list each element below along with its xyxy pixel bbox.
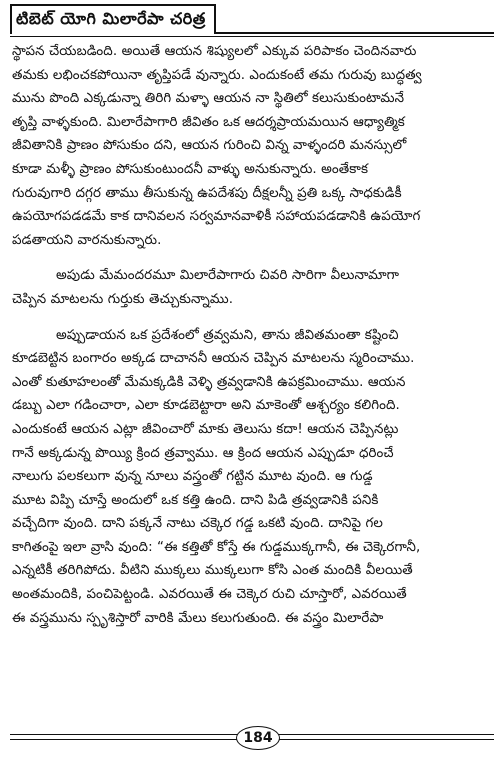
text-line: నాలుగు పలకలుగా వున్న నూలు వస్త్రంతో గట్టిన మూట వుంది. ఆ గుడ్డ <box>12 469 373 485</box>
page-footer <box>10 720 494 756</box>
text-line: తమకు లభించకపోయినా తృప్తిపడే వున్నారు. ఎందుకంటే తమ గురువు బుద్ధత్వ <box>12 67 422 83</box>
text-line: కాగితంపై ఇలా వ్రాసి వుంది: “ఈ కత్తితో కోస్తే ఈ గుడ్డముక్కగానీ, ఈ చెక్కెరగానీ, <box>12 539 421 555</box>
text-line: ఈ వస్త్రమును స్పృశిస్తారో వారికి మేలు కలుగుతుంది. ఈ వస్త్రం మిలారేపా <box>12 610 384 626</box>
text-line: అపుడు మేమందరమూ మిలారేపాగారు చివరి సారిగా వీలునామాగా <box>56 268 400 284</box>
paragraph-2 <box>12 264 492 311</box>
paragraph-3 <box>12 324 492 631</box>
text-line: వచ్చేదిగా వుంది. దాని పక్కనే నాటు చక్కెర గడ్డ ఒకటి వుంది. దానిపై గల <box>12 516 383 532</box>
text-line: స్థాపన చేయబడింది. అయితే ఆయన శిష్యులలో ఎక్కువ పరిపాకం చెందినవారు <box>12 44 417 59</box>
text-line: జీవితానికి ప్రాణం పోసుకుం దని, ఆయన గురించి విన్న వాళ్ళందరి మనస్సులో <box>12 138 407 154</box>
text-line: గురువుగారి దగ్గర తాము తీసుకున్న ఉపదేశపు దీక్షలన్నీ ప్రతి ఒక్క సాధకుడికీ <box>12 185 402 201</box>
running-header <box>10 4 494 36</box>
text-line: ఉపయోగపడడమే కాక దానివలన సర్వమానవాళికీ సహాయపడడానికి ఉపయోగ <box>12 209 421 225</box>
text-line: ఎంతో కుతూహలంతో మేమక్కడికి వెళ్ళి త్రవ్వడానికి ఉపక్రమించాము. ఆయన <box>12 374 406 390</box>
text-line: గానే అక్కడున్న పొయ్యి క్రింద త్రవ్వాము. ఆ క్రింద ఆయన ఎప్పుడూ ధరించే <box>12 445 394 461</box>
text-line: మును పొంది ఎక్కడున్నా తిరిగి మళ్ళా ఆయన నా స్థితిలో కలుసుకుంటామనే <box>12 91 405 107</box>
text-line: కూడా మళ్ళీ ప్రాణం పోసుకుంటుందనీ వాళ్ళు అనుకున్నారు. అంతేకాక <box>12 161 369 177</box>
text-line: ఎన్నటికీ తరిగిపోదు. వీటిని ముక్కలు ముక్కలుగా కోసి ఎంత మందికి వీలయితే <box>12 563 413 579</box>
text-line: ఎందుకంటే ఆయన ఎట్లా జీవించారో మాకు తెలుసు కదా! ఆయన చెప్పినట్లు <box>12 421 399 437</box>
paragraph-1 <box>12 40 492 252</box>
text-line: డబ్బు ఎలా గడించారా, ఎలా కూడబెట్టారా అని మాకెంతో ఆశ్చర్యం కలిగింది. <box>12 398 400 414</box>
book-title: టిబెట్ యోగి మిలారేపా చరిత్ర <box>10 4 216 34</box>
text-line: తృప్తి వాళ్ళకుంది. మిలారేపాగారి జీవితం ఒక ఆదర్శప్రాయమయిన ఆధ్యాత్మిక <box>12 114 405 130</box>
text-line: మూట విప్పి చూస్తే అందులో ఒక కత్తి ఉంది. దాని పిడి త్రవ్వడానికి పనికి <box>12 492 379 508</box>
text-line: పడతాయని వారనుకున్నారు. <box>12 232 162 248</box>
body-text <box>12 40 492 720</box>
page-number: 184 <box>236 726 280 750</box>
text-line: అప్పుడాయన ఒక ప్రదేశంలో త్రవ్వమని, తాను జీవితమంతా కష్టించి <box>56 327 399 343</box>
text-line: కూడబెట్టిన బంగారం అక్కడ దాచాననీ ఆయన చెప్పిన మాటలను స్మరించాము. <box>12 351 415 367</box>
text-line: చెప్పిన మాటలను గుర్తుకు తెచ్చుకున్నాము. <box>12 291 234 307</box>
header-rule-thin <box>10 36 494 37</box>
text-line: అంతమందికి, పంచిపెట్టండి. ఎవరయితే ఈ చెక్కెర రుచి చూస్తారో, ఎవరయితే <box>12 587 407 603</box>
